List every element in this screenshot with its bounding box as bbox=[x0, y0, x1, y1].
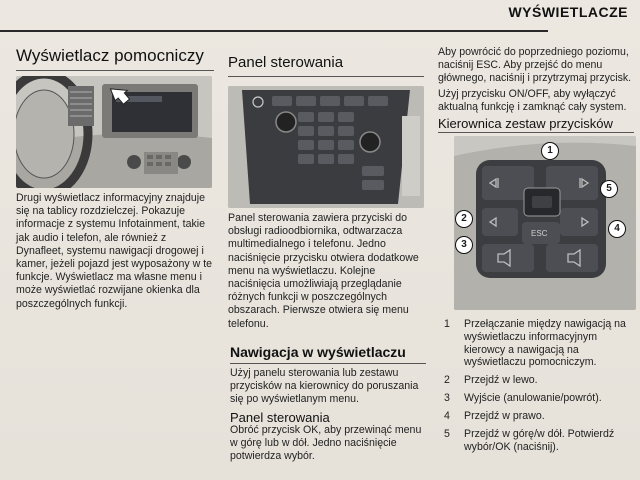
navigation-paragraph: Użyj panelu sterowania lub zestawu przycisków na kierownicy do poruszania się po wyświetlanym menu. bbox=[230, 367, 419, 406]
callout-5: 5 bbox=[600, 180, 618, 198]
steering-heading-rule bbox=[438, 132, 634, 133]
left-title: Wyświetlacz pomocniczy bbox=[16, 46, 204, 65]
list-item-text: Przełączanie między nawigacją na wyświetlaczu informacyjnym kierowcy a nawigacją na wyświetlaczu pomocniczym. bbox=[464, 318, 626, 369]
navigation-heading-rule bbox=[230, 363, 426, 364]
control-panel-subparagraph: Obróć przycisk OK, aby przewinąć menu w górę lub w dół. Jedno naciśnięcie potwierdza wybór. bbox=[230, 424, 422, 463]
middle-title: Panel sterowania bbox=[228, 54, 344, 71]
callout-3: 3 bbox=[455, 236, 473, 254]
callout-2: 2 bbox=[455, 210, 473, 228]
right-paragraph-2: Użyj przycisku ON/OFF, aby wyłączyć aktualną funkcję i zamknąć cały system. bbox=[438, 88, 627, 114]
control-panel-photo bbox=[228, 86, 424, 208]
right-paragraph-1: Aby powrócić do poprzedniego poziomu, naciśnij ESC. Aby przejść do menu głównego, naciśnij i przytrzymaj przycisk. bbox=[438, 46, 632, 85]
auxiliary-display-illustration bbox=[16, 76, 212, 188]
list-item-text: Przejdź w prawo. bbox=[464, 410, 545, 422]
list-item-number: 2 bbox=[444, 374, 450, 386]
control-panel-subheading: Panel sterowania bbox=[230, 410, 330, 425]
list-item-number: 4 bbox=[444, 410, 450, 422]
control-panel-illustration bbox=[228, 86, 424, 208]
list-item-number: 3 bbox=[444, 392, 450, 404]
left-title-rule bbox=[16, 70, 214, 71]
list-item-text: Wyjście (anulowanie/powrót). bbox=[464, 392, 602, 404]
auxiliary-display-photo bbox=[16, 76, 212, 188]
callout-4: 4 bbox=[608, 220, 626, 238]
middle-paragraph: Panel sterowania zawiera przyciski do obsługi radioodbiornika, odtwarzacza multimedialnego i telefonu. Jedno naciśnięcie przycisku otwiera dodatkowe menu na wyświetlaczu. Kolejne naciśnięcia umożliwiają przeglądanie różnych funkcji w poszczególnych obszarach. Pierwsze otwiera się menu telefonu. bbox=[228, 212, 419, 330]
list-item-number: 1 bbox=[444, 318, 450, 330]
navigation-heading: Nawigacja w wyświetlaczu bbox=[230, 344, 406, 360]
list-item-number: 5 bbox=[444, 428, 450, 440]
middle-title-rule bbox=[228, 76, 424, 77]
header-rule bbox=[0, 30, 548, 32]
esc-label: ESC bbox=[531, 229, 548, 238]
list-item-text: Przejdź w lewo. bbox=[464, 374, 538, 386]
list-item-text: Przejdź w górę/w dół. Potwierdź wybór/OK (naciśnij). bbox=[464, 428, 615, 453]
left-paragraph: Drugi wyświetlacz informacyjny znajduje się na tablicy rozdzielczej. Pokazuje informacje z systemu Infotainment, takie jak audio i telefon, ale również z Dynafleet, systemu nawigacji drogowej i kamer, jeżeli pojazd jest wyposażony w te funkcje. Wyświetlacz ma własne menu i może wyświetlać rozwijane okienka dla poszczególnych funkcji. bbox=[16, 192, 213, 310]
callout-1: 1 bbox=[541, 142, 559, 160]
section-header: WYŚWIETLACZE bbox=[508, 4, 628, 20]
steering-buttons-heading: Kierownica zestaw przycisków bbox=[438, 116, 613, 131]
